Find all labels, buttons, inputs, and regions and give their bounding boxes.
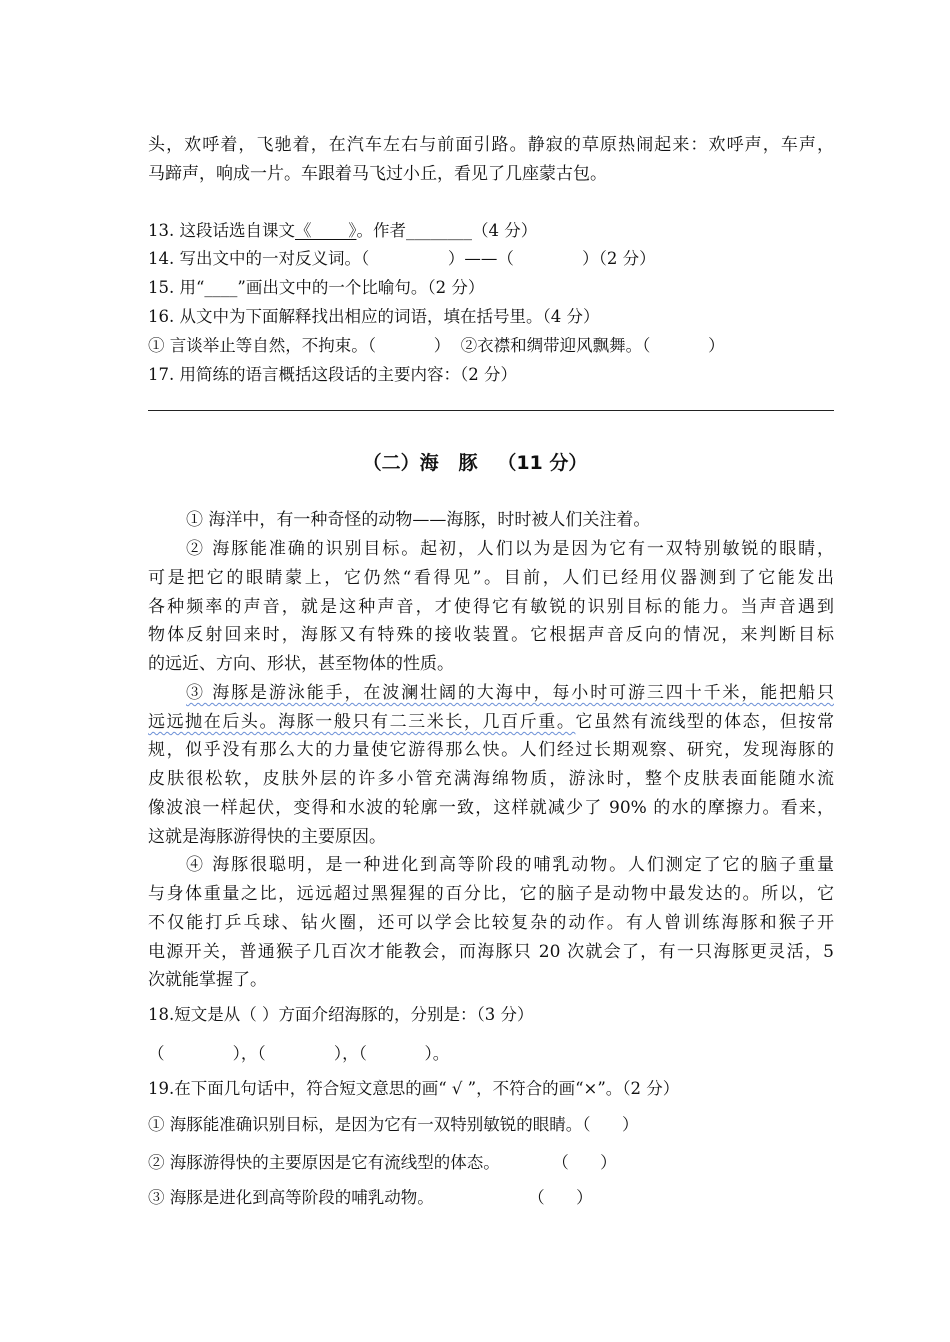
top-passage-line-1: 头，欢呼着，飞驰着，在汽车左右与前面引路。静寂的草原热闹起来：欢呼声，车声， — [148, 135, 834, 155]
paragraph-4-line-1: ④ 海豚很聪明，是一种进化到高等阶段的哺乳动物。人们测定了它的脑子重量 — [186, 855, 834, 875]
question-13-lead: 13. 这段话选自课文 — [148, 221, 295, 240]
section-title: （二）海 豚 （11 分） — [362, 452, 588, 474]
paragraph-3-line-3: 规，似乎没有那么大的力量使它游得那么快。人们经过长期观察、研究，发现海豚的 — [148, 740, 834, 760]
question-19-item-2: ② 海豚游得快的主要原因是它有流线型的体态。 （ ） — [148, 1153, 617, 1172]
paragraph-2-line-5: 的远近、方向、形状，甚至物体的性质。 — [148, 654, 454, 674]
paragraph-2-line-1: ② 海豚能准确的识别目标。起初，人们以为是因为它有一双特别敏锐的眼睛， — [186, 539, 834, 559]
question-19-item-1: ① 海豚能准确识别目标，是因为它有一双特别敏锐的眼睛。（ ） — [148, 1115, 639, 1134]
question-19: 19.在下面几句话中，符合短文意思的画“ √ ”，不符合的画“×”。（2 分） — [148, 1079, 680, 1098]
paragraph-3-line-4: 皮肤很松软，皮肤外层的许多小管充满海绵物质，游泳时，整个皮肤表面能随水流 — [148, 769, 834, 789]
question-14: 14. 写出文中的一对反义词。（ ）——（ ）（2 分） — [148, 249, 656, 268]
question-17: 17. 用简练的语言概括这段话的主要内容：（2 分） — [148, 365, 517, 384]
paragraph-4-line-5: 次就能掌握了。 — [148, 970, 267, 990]
paragraph-3-line-2-rest: 它虽然有流线型的体态，但按常 — [575, 712, 835, 732]
question-15: 15. 用“____”画出文中的一个比喻句。（2 分） — [148, 278, 485, 297]
paragraph-3-line-5: 像波浪一样起伏，变得和水波的轮廓一致，这样就减少了 90% 的水的摩擦力。看来， — [148, 798, 834, 818]
paragraph-1: ① 海洋中，有一种奇怪的动物——海豚，时时被人们关注着。 — [186, 510, 651, 530]
question-19-item-3: ③ 海豚是进化到高等阶段的哺乳动物。 （ ） — [148, 1188, 593, 1207]
question-13-author-blank: ________ — [405, 221, 472, 240]
paragraph-4-line-2: 与身体重量之比，远远超过黑猩猩的百分比，它的脑子是动物中最发达的。所以，它 — [148, 884, 834, 904]
question-18-blanks: （ ），（ ），（ ）。 — [148, 1044, 450, 1063]
question-18: 18.短文是从（ ）方面介绍海豚的，分别是：（3 分） — [148, 1005, 534, 1024]
question-13-mid: 。作者 — [356, 221, 406, 240]
paragraph-2-line-3: 各种频率的声音，就是这种声音，才使得它有敏锐的识别目标的能力。当声音遇到 — [148, 597, 834, 617]
paragraph-2-line-2: 可是把它的眼睛蒙上，它仍然“看得见”。目前，人们已经用仪器测到了它能发出 — [148, 568, 834, 588]
paragraph-3-line-2-underlined: 远远抛在后头。海豚一般只有二三米长，几百斤重。 — [148, 712, 576, 732]
paragraph-4-line-4: 电源开关，普通猴子几百次才能教会，而海豚只 20 次就会了，有一只海豚更灵活，5 — [148, 942, 834, 962]
question-13-score: （4 分） — [471, 221, 538, 240]
paragraph-3-line-1: ③ 海豚是游泳能手，在波澜壮阔的大海中，每小时可游三四十千米，能把船只 — [186, 683, 834, 703]
question-13 — [148, 219, 537, 243]
paragraph-3-line-6: 这就是海豚游得快的主要原因。 — [148, 827, 386, 847]
paragraph-3-line-2 — [148, 710, 834, 734]
top-passage-line-2: 马蹄声，响成一片。车跟着马飞过小丘，看见了几座蒙古包。 — [148, 164, 607, 184]
question-16: 16. 从文中为下面解释找出相应的词语，填在括号里。（4 分） — [148, 307, 600, 326]
paragraph-4-line-3: 不仅能打乒乓球、钻火圈，还可以学会比较复杂的动作。有人曾训练海豚和猴子开 — [148, 913, 834, 933]
question-16-items: ① 言谈举止等自然，不拘束。（ ） ②衣襟和绸带迎风飘舞。（ ） — [148, 336, 725, 355]
section-divider — [148, 410, 834, 411]
question-13-title-blank: 《 》 — [295, 221, 357, 240]
paragraph-2-line-4: 物体反射回来时，海豚又有特殊的接收装置。它根据声音反向的情况，来判断目标 — [148, 625, 834, 645]
